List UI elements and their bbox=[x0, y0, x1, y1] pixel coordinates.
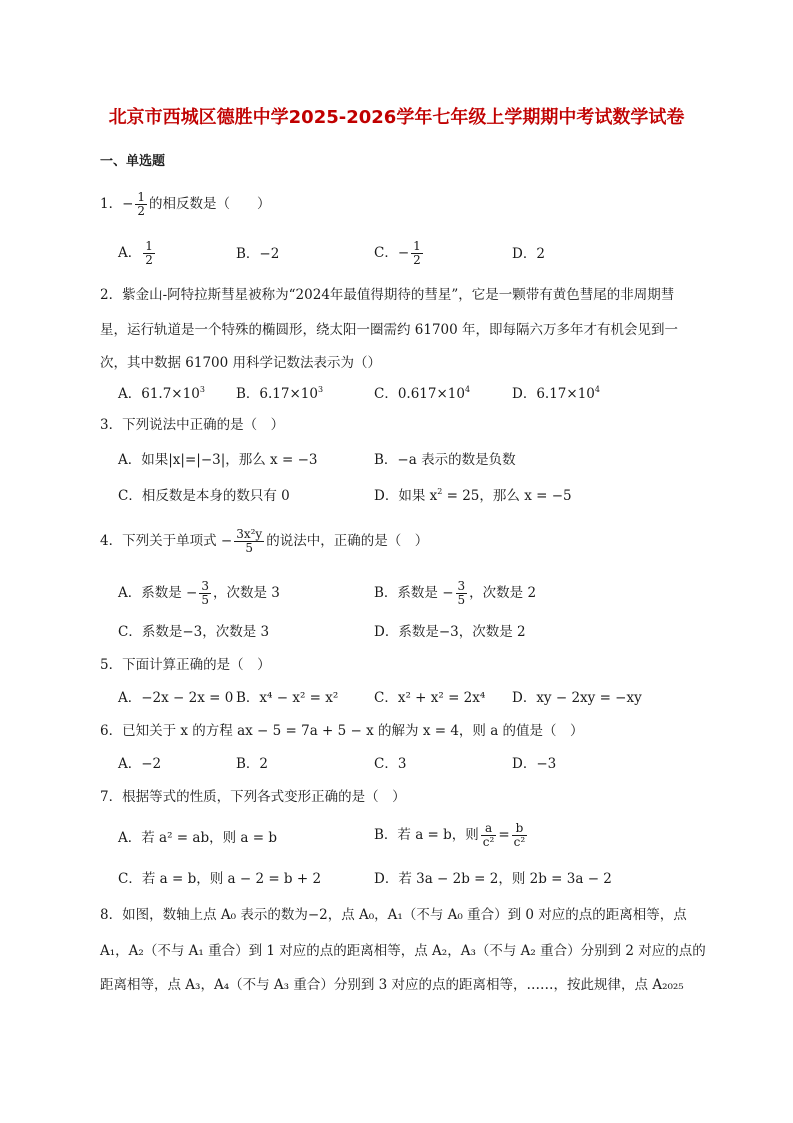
q4-option-a[interactable]: A．系数是 − $\frac{3}{5}$ ，次数是 3 bbox=[118, 579, 280, 607]
q6-option-b[interactable]: B．2 bbox=[236, 756, 269, 772]
q4-option-d[interactable]: D．系数是−3，次数是 2 bbox=[374, 624, 526, 640]
q1-option-d[interactable]: D．2 bbox=[512, 246, 545, 262]
question-2-line-2: 星，运行轨道是一个特殊的椭圆形，绕太阳一圈需约 61700 年，即每隔六万多年才有机会见到一 bbox=[100, 322, 679, 338]
question-1-stem: 1．− $\frac{1}{2}$ 的相反数是（ ） bbox=[100, 190, 271, 218]
q1-option-a[interactable]: A． $\frac{1}{2}$ bbox=[118, 239, 153, 267]
question-3-stem: 3．下列说法中正确的是（ ） bbox=[100, 417, 285, 433]
question-5-stem: 5．下面计算正确的是（ ） bbox=[100, 657, 271, 673]
q6-option-a[interactable]: A．−2 bbox=[118, 756, 162, 772]
question-7-stem: 7．根据等式的性质，下列各式变形正确的是（ ） bbox=[100, 789, 406, 805]
q1-option-b[interactable]: B．−2 bbox=[236, 246, 280, 262]
q3-option-d[interactable]: D．如果 $x^2 = 25$，那么 x = −5 bbox=[374, 487, 572, 504]
q5-option-a[interactable]: A．−2x − 2x = 0 bbox=[118, 690, 234, 706]
q2-option-d[interactable]: D．$6.17\times 10^4$ bbox=[512, 385, 600, 402]
q7-option-d[interactable]: D．若 3a − 2b = 2，则 2b = 3a − 2 bbox=[374, 871, 612, 887]
q2-option-b[interactable]: B．$6.17\times 10^3$ bbox=[236, 385, 324, 402]
question-8-line-2: A₁，A₂（不与 A₁ 重合）到 1 对应的点的距离相等，点 A₂，A₃（不与 A₂ 重合）分别到 2 对应的点的 bbox=[100, 943, 706, 959]
q3-option-b[interactable]: B．−a 表示的数是负数 bbox=[374, 452, 516, 468]
q3-option-a[interactable]: A．如果|x|=|−3|，那么 x = −3 bbox=[118, 452, 318, 468]
q3-option-c[interactable]: C．相反数是本身的数只有 0 bbox=[118, 488, 290, 504]
question-6-stem: 6．已知关于 x 的方程 ax − 5 = 7a + 5 − x 的解为 x = 4，则 a 的值是（ ） bbox=[100, 723, 584, 739]
q5-option-d[interactable]: D．xy − 2xy = −xy bbox=[512, 690, 642, 706]
q5-option-c[interactable]: C．x² + x² = 2x⁴ bbox=[374, 690, 486, 706]
question-8-line-3: 距离相等，点 A₃，A₄（不与 A₃ 重合）分别到 3 对应的点的距离相等，……，按此规律，点 A₂₀₂₅ bbox=[100, 977, 684, 993]
q2-option-a[interactable]: A．$61.7\times 10^3$ bbox=[118, 385, 205, 402]
q2-option-c[interactable]: C．$0.617\times 10^4$ bbox=[374, 385, 471, 402]
q7-option-b[interactable]: B．若 a = b，则 $\frac{a}{\text{c²}}$ = $\frac{b}{\text{c²}}$ bbox=[374, 821, 526, 849]
q1-option-c[interactable]: C．− $\frac{1}{2}$ bbox=[374, 239, 421, 267]
q4-option-b[interactable]: B．系数是 − $\frac{3}{5}$ ，次数是 2 bbox=[374, 579, 537, 607]
exam-title: 北京市西城区德胜中学2025-2026学年七年级上学期期中考试数学试卷 bbox=[108, 107, 685, 128]
question-2-line-3: 次，其中数据 61700 用科学记数法表示为（） bbox=[100, 355, 382, 371]
q4-option-c[interactable]: C．系数是−3，次数是 3 bbox=[118, 624, 270, 640]
q7-option-a[interactable]: A．若 a² = ab，则 a = b bbox=[118, 830, 277, 846]
q6-option-c[interactable]: C．3 bbox=[374, 756, 407, 772]
q7-option-c[interactable]: C．若 a = b，则 a − 2 = b + 2 bbox=[118, 871, 322, 887]
fraction: $\frac{1}{2}$ bbox=[137, 190, 146, 218]
section-heading: 一、单选题 bbox=[100, 154, 166, 169]
q5-option-b[interactable]: B．x⁴ − x² = x² bbox=[236, 690, 339, 706]
question-2-line-1: 2．紫金山-阿特拉斯彗星被称为“2024年最值得期待的彗星”，它是一颗带有黄色彗尾的非周期彗 bbox=[100, 287, 675, 303]
question-4-stem: 4．下列关于单项式 − $\frac{\text{3x²y}}{5}$ 的说法中，正确的是（ ） bbox=[100, 527, 429, 555]
question-8-line-1: 8．如图，数轴上点 A₀ 表示的数为−2，点 A₀，A₁（不与 A₀ 重合）到 0 对应的点的距离相等，点 bbox=[100, 907, 687, 923]
q6-option-d[interactable]: D．−3 bbox=[512, 756, 557, 772]
